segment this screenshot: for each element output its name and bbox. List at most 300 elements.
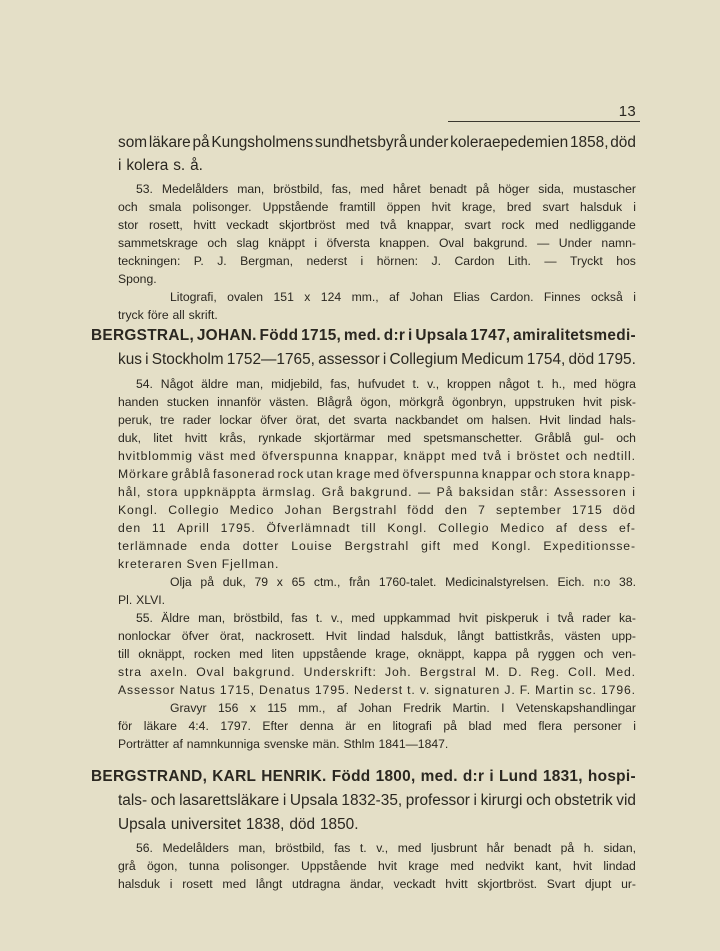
- text-line: [118, 814, 636, 836]
- word: på: [443, 719, 457, 733]
- word: Medico: [500, 521, 545, 535]
- word: Collegio: [438, 521, 490, 535]
- text-line: [118, 306, 636, 324]
- word: 1754,: [526, 351, 566, 368]
- word: 1747,: [470, 327, 511, 344]
- word: står:: [520, 485, 549, 499]
- word: h.,: [551, 377, 566, 391]
- text-line: [118, 393, 636, 411]
- word: flera: [538, 719, 563, 733]
- text-line: [118, 465, 636, 483]
- word: 1796.: [600, 683, 636, 697]
- text-line: [118, 875, 636, 893]
- word: Något: [160, 377, 194, 391]
- word: x: [276, 575, 283, 589]
- word: i: [145, 351, 149, 368]
- text-line: [118, 132, 636, 154]
- word: uppkammad: [383, 611, 451, 625]
- word: kolera: [126, 157, 169, 174]
- word: Efter: [262, 719, 289, 733]
- text-line: [170, 288, 636, 306]
- word: Lith.: [507, 254, 531, 268]
- word: framtill: [339, 200, 376, 214]
- word: Lund: [498, 768, 538, 785]
- word: Aprill: [177, 521, 210, 535]
- text-line: [118, 519, 636, 537]
- word: Medicinalstyrelsen.: [445, 575, 549, 589]
- word: öfver: [260, 413, 288, 427]
- word: piskperuk: [486, 611, 539, 625]
- word: universitet: [170, 816, 241, 833]
- text-line: [118, 735, 636, 753]
- word: i: [507, 449, 512, 463]
- word: 115: [267, 701, 287, 715]
- word: lindad: [568, 413, 602, 427]
- word: håret: [392, 182, 421, 196]
- word: axeln.: [150, 665, 189, 679]
- word: å.: [190, 157, 203, 174]
- word: ovalen: [227, 290, 264, 304]
- word: Fjellman.: [221, 557, 280, 571]
- word: hvit: [431, 200, 451, 214]
- word: fasonerad: [213, 467, 276, 481]
- word: krage,: [461, 200, 496, 214]
- word: hål,: [118, 485, 142, 499]
- word: bröstbild,: [273, 182, 323, 196]
- word: Uppstående: [300, 859, 367, 873]
- word: ögonbryn,: [452, 395, 507, 409]
- word: Tryckt: [570, 254, 603, 268]
- word: Under: [558, 236, 592, 250]
- word: nederst: [306, 254, 348, 268]
- text-line: [118, 447, 636, 465]
- word: pisk-: [610, 395, 636, 409]
- word: svart: [542, 200, 569, 214]
- word: utdragna: [292, 877, 341, 891]
- word: d:r: [462, 768, 485, 785]
- word: skjortbröst: [279, 218, 336, 232]
- word: bröstbild,: [233, 611, 283, 625]
- word: 1760-talet.: [378, 575, 437, 589]
- text-line: [118, 537, 636, 555]
- word: knappar,: [344, 449, 399, 463]
- word: v.,: [427, 377, 440, 391]
- word: Med.: [605, 665, 636, 679]
- word: 4:4.: [188, 719, 209, 733]
- word: hvit: [582, 395, 602, 409]
- word: 1858,: [569, 134, 609, 151]
- word: ctm.,: [313, 575, 341, 589]
- word: i: [118, 157, 122, 174]
- word: och: [207, 236, 228, 250]
- word: skjortbröst.: [477, 877, 537, 891]
- word: battistkrås,: [494, 629, 554, 643]
- word: är: [345, 719, 356, 733]
- word: P.: [193, 254, 204, 268]
- word: Bergstrahl: [332, 503, 398, 517]
- text-line: [118, 252, 636, 270]
- word: 1795.: [314, 683, 350, 697]
- word: af: [389, 290, 400, 304]
- word: Sven: [186, 557, 218, 571]
- text-line: [118, 591, 636, 609]
- text-line: [170, 573, 636, 591]
- word: På: [436, 485, 454, 499]
- text-line: [136, 180, 636, 198]
- word: med: [387, 431, 411, 445]
- word: krage,: [375, 647, 410, 661]
- text-line: [136, 375, 636, 393]
- word: uppstruken: [514, 395, 575, 409]
- word: hvit: [378, 859, 397, 873]
- word: KARL: [212, 768, 257, 785]
- word: v.: [419, 683, 431, 697]
- word: lindad: [357, 629, 391, 643]
- word: stra: [118, 665, 142, 679]
- word: Hvit: [325, 629, 347, 643]
- word: spetsmanschetter.: [423, 431, 523, 445]
- word: bröstet: [516, 449, 561, 463]
- page-number: 13: [618, 103, 636, 120]
- word: i: [633, 290, 636, 304]
- word: Kongl.: [118, 503, 158, 517]
- word: i: [407, 327, 413, 344]
- word: Kongl.: [491, 539, 532, 553]
- word: 1838,: [245, 816, 285, 833]
- word: Collegium: [389, 351, 458, 368]
- text-line: [118, 234, 636, 252]
- word: stucken: [166, 395, 209, 409]
- word: tre: [160, 413, 175, 427]
- word: liten: [271, 647, 295, 661]
- word: Svart: [546, 877, 576, 891]
- word: 1832-35,: [341, 792, 403, 809]
- word: namnkunniga: [186, 737, 260, 751]
- word: i: [546, 611, 550, 625]
- word: till: [361, 521, 377, 535]
- word: Pl.: [118, 593, 133, 607]
- text-line: [118, 555, 636, 573]
- word: knäppt: [268, 236, 305, 250]
- word: baksidan: [458, 485, 515, 499]
- word: Kungsholmens: [211, 134, 314, 151]
- word: man,: [238, 841, 266, 855]
- word: af: [336, 701, 347, 715]
- word: 38.: [619, 575, 636, 589]
- text-line: [118, 790, 636, 812]
- word: rosett: [182, 877, 213, 891]
- word: Joh.: [384, 665, 412, 679]
- word: rock: [501, 218, 525, 232]
- word: t.: [359, 841, 367, 855]
- word: 1795.: [597, 351, 636, 368]
- word: Elias: [453, 290, 480, 304]
- word: t.: [315, 611, 323, 625]
- word: i: [360, 254, 364, 268]
- word: t.: [537, 377, 544, 391]
- word: ven-: [612, 647, 636, 661]
- word: 55.: [136, 611, 153, 625]
- word: 54.: [136, 377, 153, 391]
- word: 1850.: [319, 816, 359, 833]
- word: fas: [334, 841, 351, 855]
- word: skrift.: [188, 308, 218, 322]
- word: hvitblommig: [118, 449, 193, 463]
- word: sidan,: [603, 841, 636, 855]
- word: Johan: [358, 701, 392, 715]
- word: bred: [506, 200, 532, 214]
- text-line: [118, 155, 636, 177]
- word: rader: [182, 413, 212, 427]
- word: rynkade: [258, 431, 302, 445]
- word: läkare: [148, 134, 191, 151]
- word: professor: [405, 792, 470, 809]
- word: i: [473, 792, 477, 809]
- text-line: [118, 627, 636, 645]
- word: och: [565, 449, 589, 463]
- word: af: [172, 737, 183, 751]
- word: utan: [306, 467, 334, 481]
- word: bakgrund.: [473, 236, 528, 250]
- word: med: [451, 449, 478, 463]
- word: veckadt: [226, 218, 269, 232]
- word: Martin.: [452, 701, 490, 715]
- word: och: [150, 792, 176, 809]
- word: på: [515, 647, 529, 661]
- word: i: [633, 200, 636, 214]
- word: veckadt: [393, 877, 436, 891]
- word: död: [610, 134, 636, 151]
- word: Född: [259, 327, 299, 344]
- word: det: [328, 413, 346, 427]
- word: Assessor: [118, 683, 176, 697]
- word: död: [289, 816, 316, 833]
- text-line: [118, 198, 636, 216]
- word: lasarettsläkare: [179, 792, 280, 809]
- word: BERGSTRAND,: [91, 768, 208, 785]
- word: västen.: [269, 395, 309, 409]
- word: nackbandet: [395, 413, 459, 427]
- word: bakgrund.: [350, 485, 413, 499]
- word: v.,: [330, 611, 343, 625]
- word: mm.,: [351, 290, 379, 304]
- word: 65: [291, 575, 306, 589]
- word: —: [537, 236, 550, 250]
- word: halsduk: [580, 200, 623, 214]
- word: den: [444, 503, 468, 517]
- word: Coll.: [568, 665, 598, 679]
- word: bröstbild,: [275, 841, 325, 855]
- word: J.: [217, 254, 227, 268]
- word: i: [633, 719, 636, 733]
- word: af: [555, 521, 568, 535]
- word: hvitt: [445, 877, 468, 891]
- text-line: [118, 663, 636, 681]
- word: J.: [431, 254, 441, 268]
- word: hospi-: [587, 768, 636, 785]
- word: i: [489, 768, 494, 785]
- text-line: [170, 699, 636, 717]
- word: duk,: [222, 575, 246, 589]
- word: också: [590, 290, 623, 304]
- word: 156: [218, 701, 239, 715]
- word: med: [503, 719, 527, 733]
- word: personer: [573, 719, 622, 733]
- word: 1797.: [220, 719, 251, 733]
- word: enda: [199, 539, 231, 553]
- word: kreteraren: [118, 557, 183, 571]
- word: rader: [582, 611, 611, 625]
- word: Eich.: [557, 575, 585, 589]
- word: duk,: [118, 431, 142, 445]
- word: teckningen:: [118, 254, 181, 268]
- word: uppstående: [302, 647, 367, 661]
- word: öfver: [181, 629, 209, 643]
- word: upp-: [611, 629, 636, 643]
- word: Sthlm: [343, 737, 375, 751]
- word: ärmslag.: [262, 485, 317, 499]
- word: 1715,: [301, 327, 342, 344]
- word: i: [632, 485, 636, 499]
- word: mustascher: [572, 182, 636, 196]
- word: JOHAN.: [196, 327, 257, 344]
- text-line: [118, 429, 636, 447]
- word: 124: [320, 290, 342, 304]
- word: för: [118, 719, 133, 733]
- word: bakgrund.: [233, 665, 296, 679]
- word: I: [501, 701, 505, 715]
- word: Spong.: [118, 272, 157, 286]
- word: och: [583, 647, 604, 661]
- word: Olja: [170, 575, 192, 589]
- word: ljusbrunt: [431, 841, 478, 855]
- word: september: [496, 503, 562, 517]
- word: assessor: [318, 351, 380, 368]
- word: Litografi,: [170, 290, 217, 304]
- word: mm.,: [298, 701, 326, 715]
- word: fas,: [330, 377, 351, 391]
- word: i: [382, 351, 387, 368]
- word: sundhetsbyrå: [314, 134, 408, 151]
- word: kappa: [473, 647, 507, 661]
- word: Nederst: [354, 683, 403, 697]
- word: öfversta: [326, 236, 370, 250]
- word: sc.: [578, 683, 597, 697]
- word: och: [534, 467, 557, 481]
- word: Porträtter: [118, 737, 169, 751]
- word: vid: [616, 792, 636, 809]
- word: 7: [478, 503, 486, 517]
- word: halsduk: [118, 877, 161, 891]
- word: väst: [198, 449, 225, 463]
- word: Denatus: [259, 683, 311, 697]
- text-line: [91, 325, 636, 347]
- word: äldre: [201, 377, 229, 391]
- word: Uppstående: [262, 200, 329, 214]
- word: dotter: [242, 539, 280, 553]
- word: 79: [254, 575, 269, 589]
- word: född: [407, 503, 435, 517]
- word: h.: [583, 841, 594, 855]
- word: med: [222, 877, 247, 891]
- word: med: [229, 449, 257, 463]
- word: obstetrik: [554, 792, 613, 809]
- word: —: [544, 254, 557, 268]
- word: litet: [153, 431, 173, 445]
- word: död: [612, 503, 636, 517]
- word: denna: [299, 719, 334, 733]
- word: signaturen: [434, 683, 501, 697]
- word: Fredrik: [403, 701, 441, 715]
- word: hals-: [609, 413, 636, 427]
- word: med: [453, 539, 480, 553]
- word: hvit: [573, 859, 592, 873]
- word: midjebild,: [271, 377, 323, 391]
- word: man,: [198, 611, 226, 625]
- text-line: [118, 411, 636, 429]
- word: med: [360, 182, 384, 196]
- word: Reg.: [530, 665, 560, 679]
- word: polisonger.: [192, 200, 252, 214]
- word: s.: [173, 157, 186, 174]
- word: med: [397, 841, 422, 855]
- word: Cardon.: [490, 290, 534, 304]
- word: J.: [504, 683, 516, 697]
- word: rock: [277, 467, 305, 481]
- word: män.: [312, 737, 340, 751]
- word: Underskrift:: [303, 665, 377, 679]
- word: Gravyr: [170, 701, 207, 715]
- word: Louise: [291, 539, 333, 553]
- word: i: [282, 792, 287, 809]
- word: hår: [486, 841, 505, 855]
- word: knappar,: [407, 218, 454, 232]
- word: från: [349, 575, 371, 589]
- word: koleraepedemien: [450, 134, 569, 151]
- word: och: [118, 200, 138, 214]
- word: knappar: [481, 467, 533, 481]
- word: på: [200, 575, 214, 589]
- word: knäppt: [403, 449, 446, 463]
- word: 1715,: [219, 683, 255, 697]
- word: gråblå: [171, 467, 211, 481]
- word: benadt: [513, 841, 552, 855]
- word: Upsala: [118, 816, 166, 833]
- word: litografi: [392, 719, 432, 733]
- word: Finnes: [543, 290, 581, 304]
- word: Medico: [229, 503, 275, 517]
- word: med.: [420, 768, 458, 785]
- word: Johan: [409, 290, 443, 304]
- word: krage: [336, 467, 372, 481]
- word: blad: [468, 719, 492, 733]
- word: Bergstrahl: [344, 539, 410, 553]
- text-line: [118, 483, 636, 501]
- word: två: [483, 449, 503, 463]
- word: Natus: [179, 683, 216, 697]
- word: stora: [146, 485, 179, 499]
- word: Gråblå: [534, 431, 572, 445]
- word: rosett,: [148, 218, 183, 232]
- word: lockar: [219, 413, 252, 427]
- word: Bergman,: [240, 254, 293, 268]
- word: Medelålders: [161, 182, 229, 196]
- word: 1800,: [375, 768, 416, 785]
- word: v.,: [376, 841, 389, 855]
- word: 1831,: [542, 768, 583, 785]
- word: tryck: [118, 308, 144, 322]
- word: två: [380, 218, 397, 232]
